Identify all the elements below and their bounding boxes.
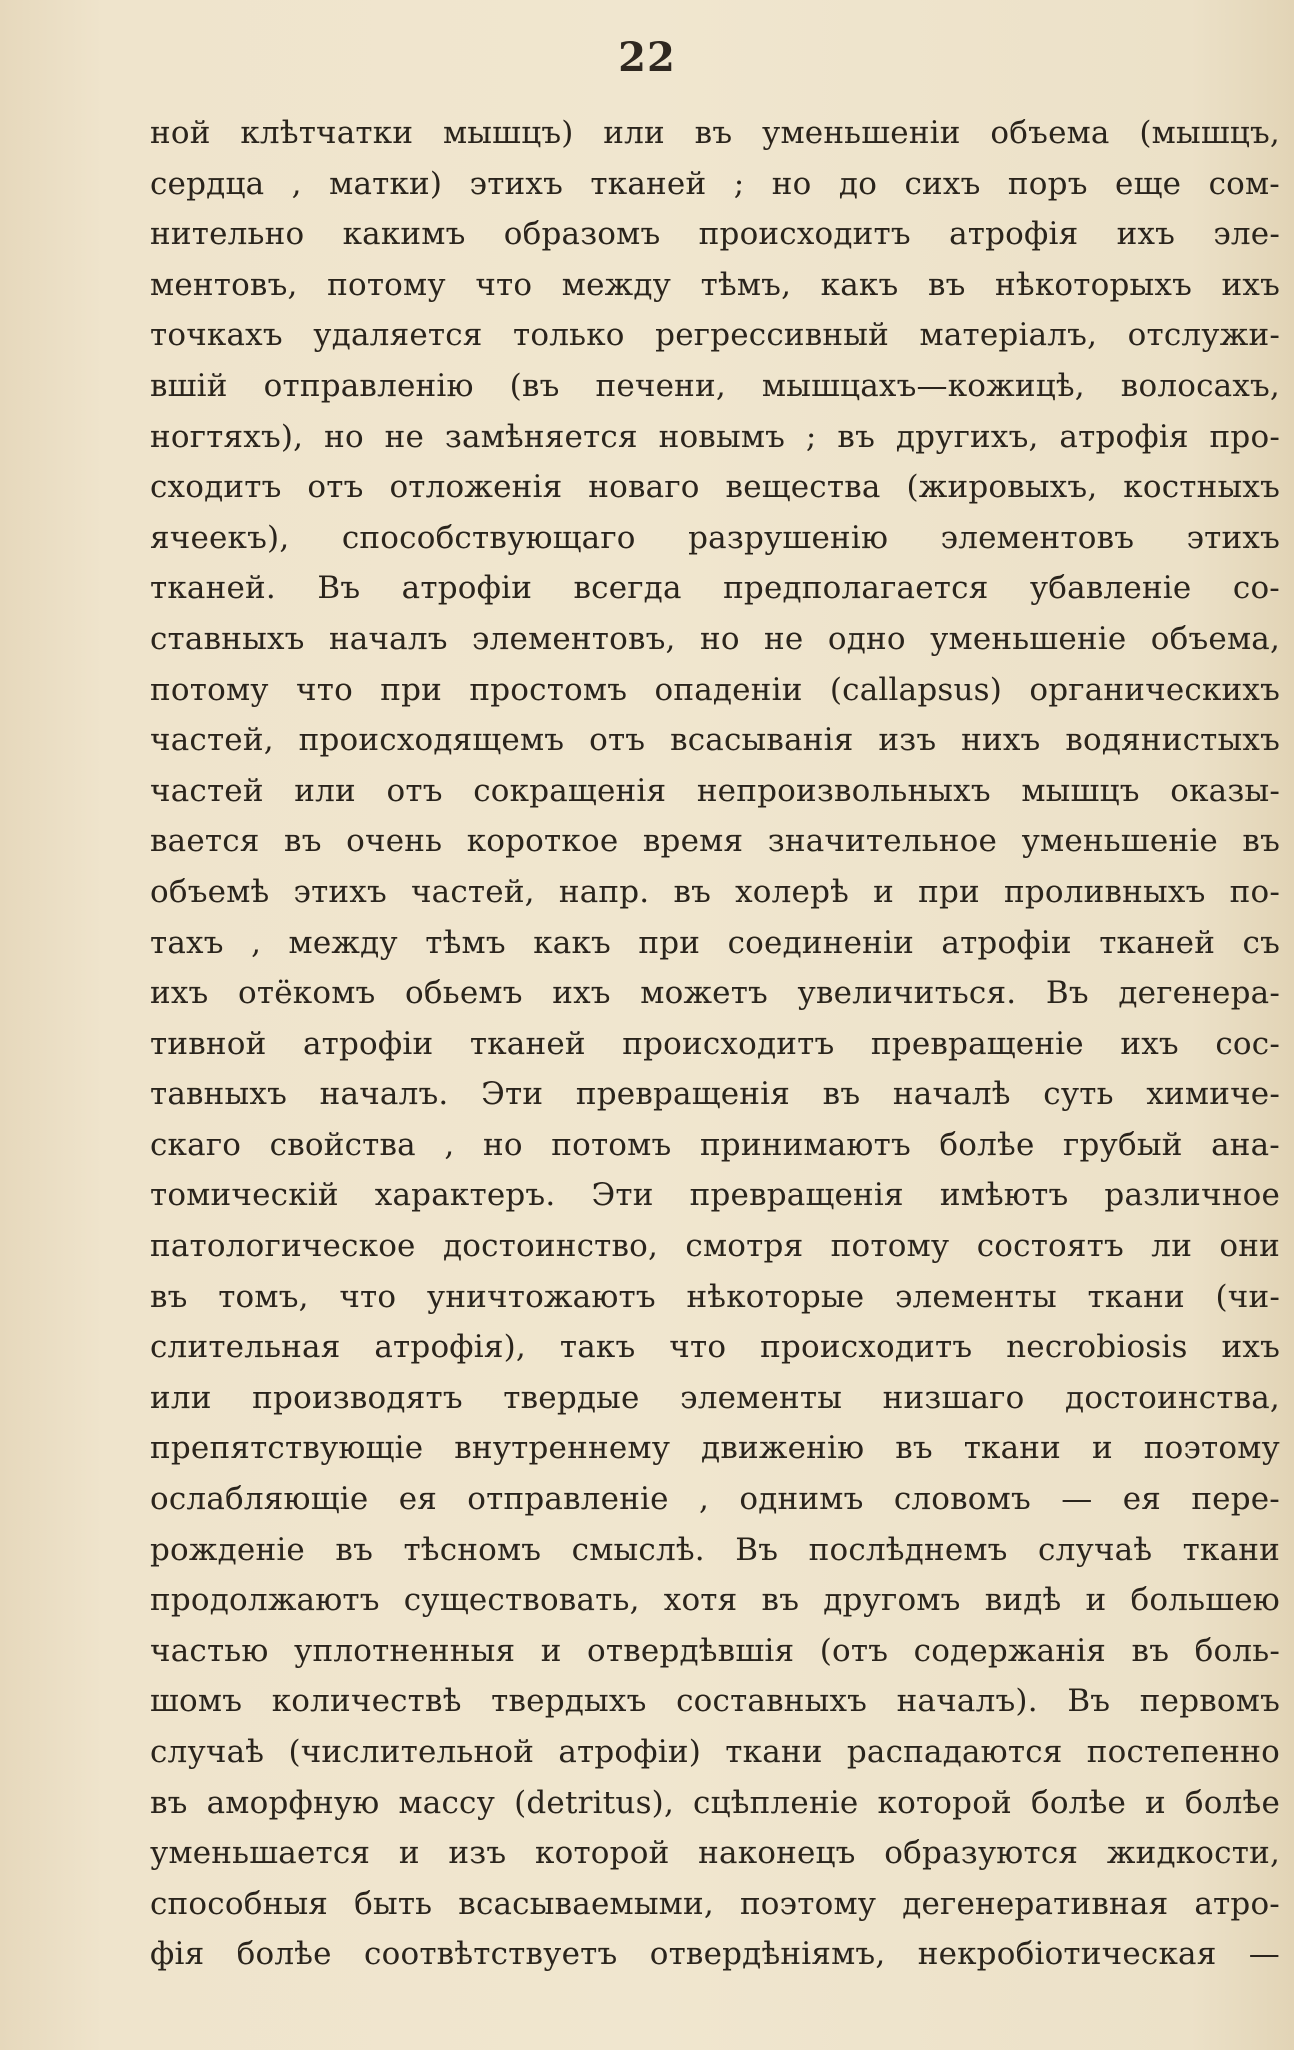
text-line: нительно какимъ образомъ происходитъ атрофія ихъ эле- [150, 216, 1280, 253]
text-line: вается въ очень короткое время значительное уменьшеніе въ [150, 823, 1280, 860]
text-line: скаго свойства , но потомъ принимаютъ болѣе грубый ана- [150, 1126, 1280, 1163]
text-line: въ аморфную массу (detritus), сцѣпленіе которой болѣе и болѣе [150, 1784, 1280, 1821]
text-line: точкахъ удаляется только регрессивный матеріалъ, отслужи- [150, 317, 1280, 354]
text-line: случаѣ (числительной атрофіи) ткани распадаются постепенно [150, 1734, 1280, 1770]
text-line: сердца , матки) этихъ тканей ; но до сихъ поръ еще сом- [150, 165, 1280, 202]
text-line: ной клѣтчатки мышцъ) или въ уменьшеніи объема (мышцъ, [150, 115, 1280, 151]
text-line: вшій отправленію (въ печени, мышцахъ—кожицѣ, волосахъ, [150, 367, 1280, 404]
text-line: частей или отъ сокращенія непроизвольныхъ мышцъ оказы- [150, 772, 1280, 809]
text-line: тахъ , между тѣмъ какъ при соединеніи атрофіи тканей съ [150, 924, 1280, 961]
text-line: или производятъ твердые элементы низшаго достоинства, [150, 1379, 1280, 1416]
text-line: рожденіе въ тѣсномъ смыслѣ. Въ послѣднемъ случаѣ ткани [150, 1531, 1280, 1568]
text-line: частью уплотненныя и отвердѣвшія (отъ содержанія въ боль- [150, 1632, 1280, 1669]
page-number: 22 [618, 34, 676, 81]
text-line: ослабляющіе ея отправленіе , однимъ словомъ — ея пере- [150, 1481, 1280, 1518]
text-line: тавныхъ началъ. Эти превращенія въ началѣ суть химиче- [150, 1076, 1280, 1113]
text-line: тканей. Въ атрофіи всегда предполагается убавленіе со- [150, 570, 1280, 607]
text-line: ногтяхъ), но не замѣняется новымъ ; въ другихъ, атрофія про- [150, 418, 1280, 455]
body-text [150, 108, 1280, 1980]
text-line: способныя быть всасываемыми, поэтому дегенеративная атро- [150, 1885, 1280, 1922]
text-line: шомъ количествѣ твердыхъ составныхъ началъ). Въ первомъ [150, 1683, 1280, 1720]
text-line: препятствующіе внутреннему движенію въ ткани и поэтому [150, 1430, 1280, 1467]
text-line: частей, происходящемъ отъ всасыванія изъ нихъ водянистыхъ [150, 722, 1280, 759]
text-line: ставныхъ началъ элементовъ, но не одно уменьшеніе объема, [150, 620, 1280, 657]
text-line: сходитъ отъ отложенія новаго вещества (жировыхъ, костныхъ [150, 469, 1280, 506]
text-line: уменьшается и изъ которой наконецъ образуются жидкости, [150, 1835, 1280, 1872]
text-line: фія болѣе соотвѣтствуетъ отвердѣніямъ, некробіотическая — [150, 1936, 1280, 1973]
text-line: продолжаютъ существовать, хотя въ другомъ видѣ и большею [150, 1582, 1280, 1619]
text-line: патологическое достоинство, смотря потому состоятъ ли они [150, 1228, 1280, 1265]
text-line: ячеекъ), способствующаго разрушенію элементовъ этихъ [150, 519, 1280, 556]
text-line: тивной атрофіи тканей происходитъ превращеніе ихъ сос- [150, 1025, 1280, 1062]
text-line: въ томъ, что уничтожаютъ нѣкоторые элементы ткани (чи- [150, 1278, 1280, 1315]
text-line: ментовъ, потому что между тѣмъ, какъ въ нѣкоторыхъ ихъ [150, 266, 1280, 303]
text-line: томическій характеръ. Эти превращенія имѣютъ различное [150, 1177, 1280, 1214]
text-line: ихъ отёкомъ обьемъ ихъ можетъ увеличиться. Въ дегенера- [150, 975, 1280, 1012]
text-line: объемѣ этихъ частей, напр. въ холерѣ и при проливныхъ по- [150, 873, 1280, 910]
text-line: потому что при простомъ опаденіи (callapsus) органическихъ [150, 671, 1280, 708]
text-line: слительная атрофія), такъ что происходитъ necrobiosis ихъ [150, 1329, 1280, 1366]
